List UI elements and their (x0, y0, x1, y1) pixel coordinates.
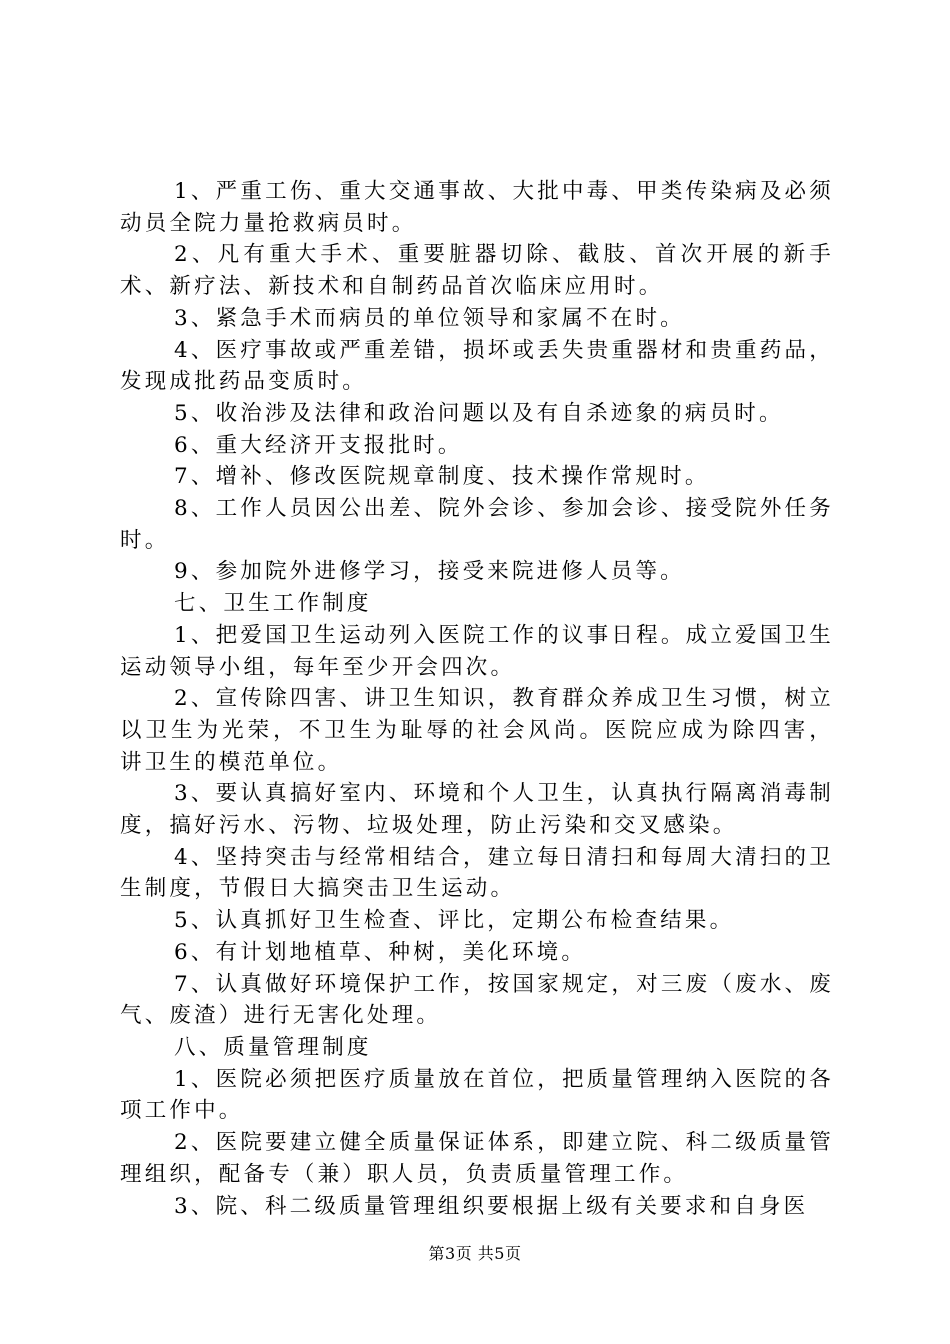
paragraph-item-6: 6、重大经济开支报批时。 (174, 432, 463, 458)
paragraph-item-hygiene-6: 6、有计划地植草、种树，美化环境。 (174, 939, 587, 965)
paragraph-item-hygiene-2: 2、宣传除四害、讲卫生知识，教育群众养成卫生习惯，树立以卫生为光荣，不卫生为耻辱的社会风尚。医院应成为除四害，讲卫生的模范单位。 (120, 686, 834, 775)
paragraph-item-hygiene-4: 4、坚持突击与经常相结合，建立每日清扫和每周大清扫的卫生制度，节假日大搞突击卫生运动。 (120, 844, 834, 902)
paragraph-item-9: 9、参加院外进修学习，接受来院进修人员等。 (174, 559, 685, 585)
paragraph-item-quality-2: 2、医院要建立健全质量保证体系，即建立院、科二级质量管理组织，配备专（兼）职人员，负责质量管理工作。 (120, 1130, 834, 1187)
paragraph-item-1: 1、严重工伤、重大交通事故、大批中毒、甲类传染病及必须动员全院力量抢救病员时。 (120, 179, 834, 236)
paragraph-item-quality-3: 3、院、科二级质量管理组织要根据上级有关要求和自身医 (174, 1193, 809, 1219)
paragraph-item-2: 2、凡有重大手术、重要脏器切除、截肢、首次开展的新手术、新疗法、新技术和自制药品首次临床应用时。 (120, 242, 834, 300)
section-heading-quality: 八、质量管理制度 (174, 1034, 372, 1060)
section-heading-hygiene: 七、卫生工作制度 (174, 591, 372, 617)
paragraph-item-quality-1: 1、医院必须把医疗质量放在首位，把质量管理纳入医院的各项工作中。 (120, 1066, 834, 1124)
paragraph-item-5: 5、收治涉及法律和政治问题以及有自杀迹象的病员时。 (174, 400, 784, 426)
paragraph-item-7: 7、增补、修改医院规章制度、技术操作常规时。 (174, 464, 710, 490)
paragraph-item-hygiene-1: 1、把爱国卫生运动列入医院工作的议事日程。成立爱国卫生运动领导小组，每年至少开会四次。 (120, 622, 834, 680)
document-body (120, 176, 834, 1222)
paragraph-item-hygiene-3: 3、要认真搞好室内、环境和个人卫生，认真执行隔离消毒制度，搞好污水、污物、垃圾处理，防止污染和交叉感染。 (120, 781, 834, 839)
paragraph-item-hygiene-7: 7、认真做好环境保护工作，按国家规定，对三废（废水、废气、废渣）进行无害化处理。 (120, 971, 834, 1029)
page-number-footer: 第3页 共5页 (428, 1244, 522, 1263)
paragraph-item-hygiene-5: 5、认真抓好卫生检查、评比，定期公布检查结果。 (174, 908, 735, 934)
paragraph-item-8: 8、工作人员因公出差、院外会诊、参加会诊、接受院外任务时。 (120, 496, 834, 553)
paragraph-item-3: 3、紧急手术而病员的单位领导和家属不在时。 (174, 305, 685, 331)
paragraph-item-4: 4、医疗事故或严重差错，损坏或丢失贵重器材和贵重药品，发现成批药品变质时。 (120, 337, 834, 395)
